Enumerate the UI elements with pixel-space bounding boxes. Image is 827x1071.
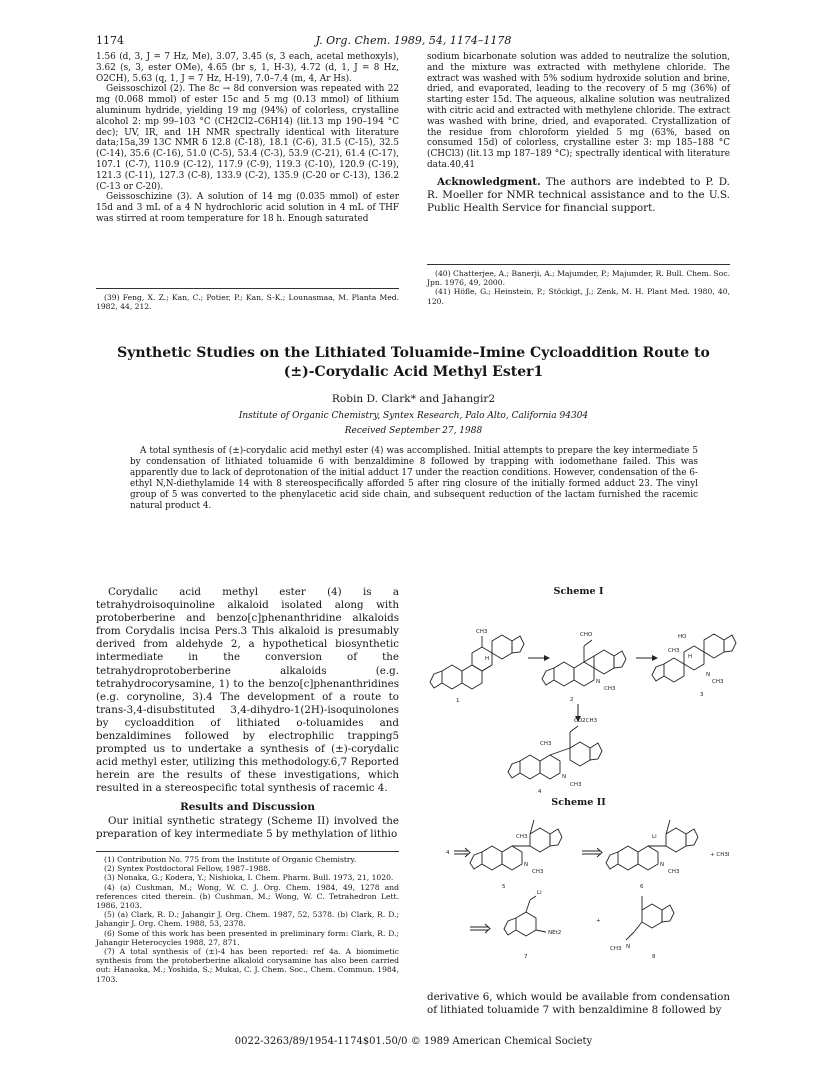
article-authors: Robin D. Clark* and Jahangir2 bbox=[331, 393, 496, 405]
footnote-rule-left bbox=[96, 288, 399, 289]
intro-text: Corydalic acid methyl ester (4) is a tetrahydroisoquinoline alkaloid isolated along with protoberberine and benzo[c]phenanthridine alkaloids from Corydalis incisa Pers.3 This alkaloid is presumably derived from aldehyde 2, a hypothetical biosynthetic intermediate in the conversion of the tetrahydroprotoberberine alkaloids (e.g. tetrahydrocorysamine, 1) to the benzo[c]phenanthridines (e.g. corynoline, 3).4 The development of a route to trans-3,4-disubstituted 3,4-dihydro-1(2H)-isoquinolones by cycloaddition of lithiated o-toluamides and benzaldimines followed by electrophilic trapping5 prompted us to undertake a synthesis of (±)-corydalic acid methyl ester, utilizing this methodology.6,7 Reported herein are the results of these investigations, which resulted in a stereospecific total synthesis of racemic 4. bbox=[96, 586, 399, 795]
scheme2-retro-arrowhead-3 bbox=[485, 924, 490, 933]
right-continuation-text: derivative 6, which would be available from condensation of lithiated toluamide 7 with benzaldimine 8 followed by bbox=[427, 991, 730, 1017]
compound-8-structure bbox=[610, 896, 674, 960]
scheme2-ch3-6: CH3 bbox=[668, 869, 680, 875]
scheme2-retro-arrowhead-1 bbox=[465, 848, 470, 857]
geissoschizine-paragraph: Geissoschizine (3). A solution of 14 mg (0.035 mmol) of ester 15d and 3 mL of a 4 N hydrochloric acid solution in 4 mL of THF was stirred at room temperature for 18 h. Enough saturated bbox=[96, 192, 399, 224]
scheme2-li-6: Li bbox=[652, 834, 657, 840]
footnote-5: (5) (a) Clark, R. D.; Jahangir J. Org. Chem. 1987, 52, 5378. (b) Clark, R. D.; Jahangir J. Org. Chem. 1988, 53, 2378. bbox=[96, 910, 399, 929]
compound-7-structure bbox=[504, 890, 561, 960]
abstract: A total synthesis of (±)-corydalic acid methyl ester (4) was accomplished. Initial attempts to prepare the key intermediate 5 by condensation of lithiated toluamide 6 with benzaldimine 8 followed by trapping with iodomethane failed. This was apparently due to lack of deprotonation of the initial adduct 17 under the reaction conditions. However, condensation of the 6-ethyl N,N-diethylamide 14 with 8 stereospecifically afforded 5 after ring closure of the initially formed adduct 23. The vinyl group of 5 was converted to the phenylacetic acid side chain, and subsequent reduction of the lactam furnished the racemic natural product 4. bbox=[130, 446, 698, 511]
scheme1-ch3-a: CH3 bbox=[476, 629, 488, 635]
scheme2-plus: + bbox=[596, 918, 601, 924]
scheme1-n-b: N bbox=[596, 679, 601, 685]
results-heading: Results and Discussion bbox=[180, 801, 315, 813]
scheme1-h-a: H bbox=[485, 656, 490, 662]
scheme2-ch3n-8: CH3 bbox=[610, 946, 622, 952]
footnote-7: (7) A total synthesis of (±)-4 has been reported: ref 4a. A biomimetic synthesis from the protoberberine alkaloid corysamine has also been carried out: Hanaoka, M.; Yoshida, S.; Mukai, C. J. Chem. Soc., Chem. Commun. 1984, 1703. bbox=[96, 947, 399, 984]
scheme1-co2ch3: CO2CH3 bbox=[574, 718, 598, 724]
scheme1-arrowhead-2 bbox=[652, 655, 658, 661]
scheme1-cho: CHO bbox=[580, 632, 593, 638]
footnote-3: (3) Nonaka, G.; Kodera, Y.; Nishioka, I. Chem. Pharm. Bull. 1973, 21, 1020. bbox=[104, 873, 394, 883]
prev-article-right-column bbox=[427, 52, 730, 215]
scheme2-n-5: N bbox=[524, 862, 529, 868]
scheme-2-diagram bbox=[420, 810, 740, 990]
article-title bbox=[80, 344, 747, 382]
prev-article-left-column bbox=[96, 52, 399, 225]
footnote-4: (4) (a) Cushman, M.; Wong, W. C. J. Org. Chem. 1984, 49, 1278 and references cited therein. (b) Cushman, M.; Wong, W. C. Tetrahedron Lett. 1986, 2103. bbox=[96, 882, 399, 911]
compound-label-4: 4 bbox=[538, 789, 542, 795]
scheme2-ch3-5b: CH3 bbox=[532, 869, 544, 875]
prev-nmr-data: 1.56 (d, 3, J = 7 Hz, Me), 3.07, 3.45 (s, 3 each, acetal methoxyls), 3.62 (s, 3, ester OMe), 4.65 (br s, 1, H-3), 4.72 (d, 1, J = 8 Hz, O2CH), 5.63 (q, 1, J = 7 Hz, H-19), 7.0–7.4 (m, 4, Ar Hs). bbox=[96, 52, 399, 84]
acknowledgment-text: The authors are indebted to P. D. R. Moeller for NMR technical assistance and to the U.S. Public Health Service for financial support. bbox=[427, 175, 730, 214]
scheme-2-title: Scheme II bbox=[551, 797, 606, 808]
scheme1-ho: HO bbox=[678, 634, 687, 640]
received-date: Received September 27, 1988 bbox=[344, 426, 483, 436]
scheme1-ch3-b: CH3 bbox=[604, 686, 616, 692]
footnote-rule-right bbox=[427, 264, 730, 265]
acknowledgment bbox=[427, 176, 730, 215]
compound-label-2: 2 bbox=[570, 697, 574, 703]
footnote-6: (6) Some of this work has been presented in preliminary form: Clark, R. D.; Jahangir Heterocycles 1988, 27, 871. bbox=[96, 928, 399, 947]
scheme2-retro-arrowhead-2 bbox=[597, 848, 602, 857]
scheme2-ch3-5: CH3 bbox=[516, 834, 528, 840]
compound-label-8: 8 bbox=[652, 954, 656, 960]
copyright-footer: 0022-3263/89/1954-1174$01.50/0 © 1989 American Chemical Society bbox=[234, 1036, 593, 1047]
scheme-1-diagram bbox=[420, 598, 740, 798]
footnote-rule-main bbox=[96, 851, 399, 852]
prev-footnote-left bbox=[96, 293, 399, 311]
scheme1-ch3-d2: CH3 bbox=[570, 782, 582, 788]
article-title-line-2: (±)-Corydalic Acid Methyl Ester1 bbox=[283, 364, 544, 380]
scheme2-li-7: Li bbox=[537, 890, 542, 896]
compound-5-structure bbox=[470, 820, 562, 890]
footnote-41: (41) Höfle, G.; Heinstein, P.; Stöckigt, J.; Zenk, M. H. Plant Med. 1980, 40, 120. bbox=[427, 287, 730, 306]
results-text: Our initial synthetic strategy (Scheme II) involved the preparation of key intermediate 5 by methylation of lithio bbox=[96, 815, 399, 841]
scheme2-compound-4-ref: 4 bbox=[446, 850, 450, 856]
compound-label-7: 7 bbox=[524, 954, 528, 960]
footnote-40: (40) Chatterjee, A.; Banerji, A.; Majumder, P.; Majumder, R. Bull. Chem. Soc. Jpn. 1976, 49, 2000. bbox=[427, 269, 730, 288]
scheme1-n-c: N bbox=[706, 672, 711, 678]
right-column-continuation bbox=[427, 991, 730, 1017]
scheme1-n-d: N bbox=[562, 774, 567, 780]
scheme2-n-6: N bbox=[660, 862, 665, 868]
compound-1-structure bbox=[430, 629, 524, 704]
article-footnotes bbox=[96, 855, 399, 984]
prev-footnotes-right bbox=[427, 269, 730, 306]
footnote-1: (1) Contribution No. 775 from the Institute of Organic Chemistry. bbox=[104, 855, 357, 864]
compound-4-structure bbox=[508, 718, 602, 795]
article-title-line-1: Synthetic Studies on the Lithiated Toluamide–Imine Cycloaddition Route to bbox=[117, 345, 710, 361]
footnote-39: (39) Feng, X. Z.; Kan, C.; Potier, P.; Kan, S-K.; Lounasmaa, M. Planta Med. 1982, 44, 212. bbox=[96, 293, 399, 312]
scheme1-ch3-d: CH3 bbox=[540, 741, 552, 747]
acknowledgment-heading: Acknowledgment. bbox=[437, 175, 541, 188]
scheme2-n-8: N bbox=[626, 944, 631, 950]
compound-3-structure bbox=[652, 634, 736, 698]
results-paragraph bbox=[96, 815, 399, 841]
page-number: 1174 bbox=[96, 34, 124, 47]
scheme1-h-c: H bbox=[688, 654, 693, 660]
article-affiliation: Institute of Organic Chemistry, Syntex Research, Palo Alto, California 94304 bbox=[238, 411, 589, 421]
scheme1-ch3-c: CH3 bbox=[668, 648, 680, 654]
compound-label-3: 3 bbox=[700, 692, 704, 698]
scheme2-nme2: NEt2 bbox=[548, 930, 562, 936]
compound-label-5: 5 bbox=[502, 884, 506, 890]
scheme1-arrowhead-1 bbox=[544, 655, 550, 661]
scheme1-ch3-c2: CH3 bbox=[712, 679, 724, 685]
compound-label-6: 6 bbox=[640, 884, 644, 890]
scheme-1-title: Scheme I bbox=[553, 586, 604, 597]
geissoschizol-paragraph: Geissoschizol (2). The 8c → 8d conversion was repeated with 22 mg (0.068 mmol) of ester 15c and 5 mg (0.13 mmol) of lithium aluminum hydride, yielding 19 mg (94%) of colorless, crystalline alcohol 2: mp 99–103 °C (CH2Cl2–C6H14) (lit.13 mp 190–194 °C dec); UV, IR, and 1H NMR spectrally identical with literature data;15a,39 13C NMR δ 12.8 (C-18), 18.1 (C-6), 31.5 (C-15), 32.5 (C-14), 35.6 (C-16), 51.0 (C-5), 53.4 (C-3), 53.9 (C-21), 61.4 (C-17), 107.1 (C-7), 110.9 (C-12), 117.9 (C-9), 119.3 (C-10), 120.9 (C-19), 121.3 (C-11), 127.3 (C-8), 133.9 (C-2), 135.9 (C-20 or C-13), 136.2 (C-13 or C-20). bbox=[96, 84, 399, 192]
journal-header: J. Org. Chem. 1989, 54, 1174–1178 bbox=[315, 34, 512, 47]
compound-2-structure bbox=[542, 632, 626, 703]
intro-paragraph bbox=[96, 586, 399, 796]
prev-right-paragraph: sodium bicarbonate solution was added to neutralize the solution, and the mixture was extracted with methylene chloride. The extract was washed with 5% sodium hydroxide solution and brine, dried, and evaporated, leading to the recovery of 5 mg (36%) of starting ester 15d. The aqueous, alkaline solution was neutralized with citric acid and extracted with methylene chloride. The extract was washed with brine, dried, and evaporated. Crystallization of the residue from chloroform yielded 5 mg (63%, based on consumed 15d) of colorless, crystalline ester 3: mp 185–188 °C (CHCl3) (lit.13 mp 187–189 °C); spectrally identical with literature data.40,41 bbox=[427, 52, 730, 170]
footnote-2: (2) Syntex Postdoctoral Fellow, 1987–1988. bbox=[104, 864, 271, 874]
compound-label-1: 1 bbox=[456, 698, 460, 704]
compound-6-structure bbox=[606, 820, 730, 890]
scheme2-ch3i: + CH3I bbox=[710, 852, 730, 858]
